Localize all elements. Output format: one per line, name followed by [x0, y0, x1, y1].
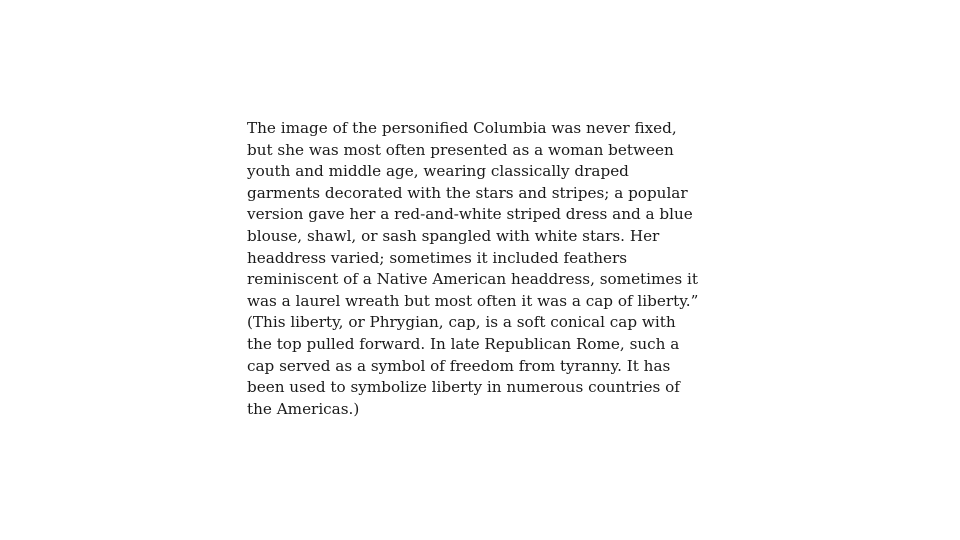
text-line: been used to symbolize liberty in numerous countries of	[247, 378, 680, 397]
text-line: blouse, shawl, or sash spangled with white stars. Her	[247, 226, 660, 245]
text-line: version gave her a red-and-white striped dress and a blue	[247, 205, 693, 224]
body-text	[247, 118, 727, 420]
text-line: the top pulled forward. In late Republican Rome, such a	[247, 334, 680, 353]
text-line: The image of the personified Columbia was never fixed,	[247, 119, 677, 137]
text-line: but she was most often presented as a woman between	[247, 140, 674, 159]
text-line: (This liberty, or Phrygian, cap, is a soft conical cap with	[247, 313, 676, 332]
text-line: reminiscent of a Native American headdress, sometimes it	[247, 270, 698, 289]
text-line: garments decorated with the stars and stripes; a popular	[247, 183, 688, 202]
text-line: cap served as a symbol of freedom from tyranny. It has	[247, 356, 671, 375]
text-line: youth and middle age, wearing classically draped	[247, 162, 629, 181]
text-line: headdress varied; sometimes it included feathers	[247, 248, 628, 267]
text-line: was a laurel wreath but most often it was a cap of liberty.”	[247, 291, 699, 310]
text-line: the Americas.)	[247, 399, 360, 418]
